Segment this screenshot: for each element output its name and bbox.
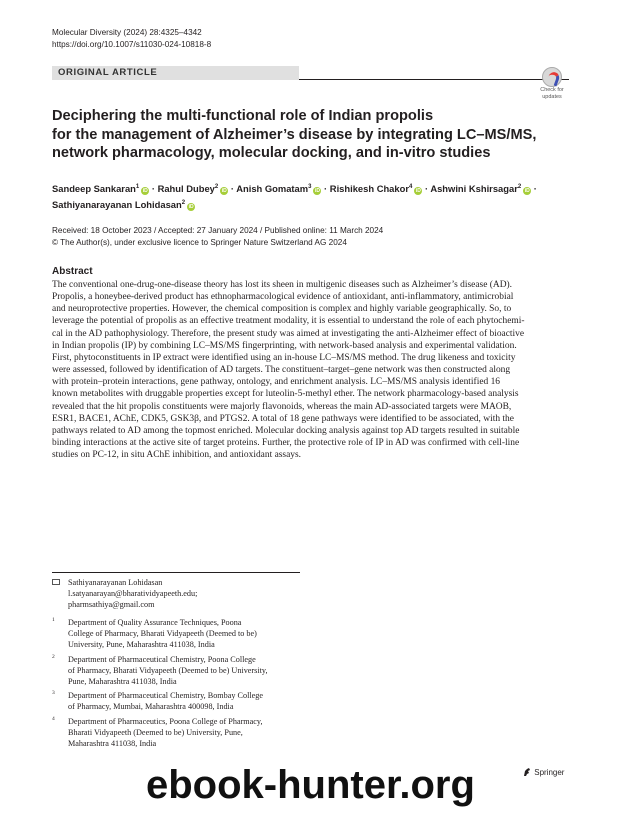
email-link[interactable]: l.satyanarayan@bharatividyapeeth.edu; (68, 589, 198, 598)
affiliation-number: 4 (52, 716, 55, 722)
history-dates: Received: 18 October 2023 / Accepted: 27 January 2024 / Published online: 11 March 2024 (52, 226, 384, 235)
article-title (52, 107, 572, 163)
affiliation-line: Department of Quality Assurance Techniques, Poona (68, 618, 242, 627)
author-list: Sandeep Sankaran$^1$iD · Rahul Dubey$^2$iD · Anish Gomatam$^3$iD · Rishikesh Chakor$^4$iD · Ashwini Kshirsagar$^2$iD · Sathiyanarayanan Lohidasan$^2$iD (52, 183, 537, 211)
crossmark-label-1: Check for (540, 87, 564, 93)
abstract-heading: Abstract (52, 266, 93, 277)
abstract-line: The conventional one-drug-one-disease theory has lost its sheen in multigenic diseases such as Alzheimer’s disease (AD). (52, 280, 513, 290)
envelope-icon (52, 579, 60, 585)
author-name[interactable]: Rishikesh Chakor (329, 183, 409, 195)
affiliation-line: Department of Pharmaceutics, Poona College of Pharmacy, (68, 717, 263, 726)
author-affiliation-sup: 4 (409, 184, 413, 190)
title-line: network pharmacology, molecular docking, and in-vitro studies (52, 145, 491, 161)
abstract-line: pathways related to AD among the topmost enriched. Molecular docking analysis against top AD targets resulted in suitable (52, 425, 520, 436)
author-name[interactable]: Anish Gomatam (236, 183, 309, 195)
affiliation-number: 3 (52, 690, 55, 696)
publication-dates (52, 225, 383, 248)
affiliation-line: Maharashtra 411038, India (68, 739, 157, 748)
abstract-line: studies on PC-12, in situ AChE inhibition, and antioxidant assays. (52, 450, 302, 461)
affiliation-line: of Pharmacy, Bharati Vidyapeeth (Deemed to be) University, (68, 666, 268, 675)
author-affiliation-sup: 2 (181, 200, 186, 207)
journal-header (52, 27, 211, 51)
title-line: for the management of Alzheimer’s disease by integrating LC–MS/MS, (52, 126, 537, 143)
orcid-icon[interactable]: iD (314, 188, 320, 195)
orcid-icon[interactable]: iD (221, 188, 227, 195)
abstract-line: binding interactions at the active site of target proteins. Further, the protective role of IP in AD was confirmed with cell-line (52, 438, 520, 449)
author-affiliation-sup: 1 (135, 184, 140, 190)
abstract-line: cal in the AD pathophysiology. Therefore, the present study was aimed at investigating the anti-Alzheimer effect of bioactive (52, 328, 525, 339)
abstract-line: with protein–protein interactions, gene pathway, ontology, and enrichment analysis. LC–MS/MS analysis identified 16 (52, 377, 501, 388)
abstract-line: First, phytoconstituents in IP extract were identified using an in-house LC–MS/MS method. The drug likeness and toxicity (52, 352, 516, 363)
affiliation-line: Bharati Vidyapeeth (Deemed to be) University, Pune, (68, 728, 243, 737)
crossmark-label-2: updates (542, 93, 562, 100)
abstract-body (52, 279, 572, 461)
abstract-line: Propolis, a honeybee-derived product has ethnopharmacological evidence of antioxidant, anti-inflammatory, antimicrobial (52, 292, 514, 303)
title-line: Deciphering the multi-functional role of Indian propolis (52, 108, 434, 124)
author-name[interactable]: Ashwini Kshirsagar (430, 183, 518, 195)
author-affiliation-sup: 2 (214, 184, 219, 190)
header-divider (299, 79, 569, 80)
publisher-logo (522, 767, 564, 777)
corresponding-name: Sathiyanarayanan Lohidasan (68, 578, 163, 587)
copyright-line: © The Author(s), under exclusive licence to Springer Nature Switzerland AG 2024 (52, 237, 347, 247)
affiliation-line: of Pharmacy, Mumbai, Maharashtra 400098, India (68, 702, 234, 711)
abstract-line: known metabolites with druggable properties except for luteolin-5-methyl ether. The network pharmacology-based analysis (52, 389, 519, 400)
springer-horse-icon (522, 767, 532, 777)
orcid-icon[interactable]: iD (415, 188, 421, 195)
email-link[interactable]: pharmsathiya@gmail.com (68, 600, 155, 609)
abstract-line: were assessed, followed by identification of AD targets. The constituent–target–gene network was then constructed along (52, 365, 511, 376)
orcid-icon[interactable]: iD (188, 204, 194, 211)
crossmark-badge[interactable] (536, 67, 568, 100)
abstract-line: and neuroprotective properties. However, the chemical composition is complex and highly variable geographically. So, to (52, 304, 512, 315)
author-name[interactable]: Sandeep Sankaran (52, 183, 136, 195)
journal-citation: Molecular Diversity (2024) 28:4325–4342 (52, 28, 202, 37)
author-name[interactable]: Rahul Dubey (157, 183, 215, 195)
orcid-icon[interactable]: iD (142, 188, 148, 195)
publisher-name: Springer (534, 768, 565, 777)
article-type-label: ORIGINAL ARTICLE (52, 66, 299, 80)
author-name[interactable]: Sathiyanarayanan Lohidasan (52, 199, 182, 211)
affiliation-line: Pune, Maharashtra 411038, India (68, 677, 177, 686)
affiliation-line: Department of Pharmaceutical Chemistry, Bombay College (68, 691, 264, 700)
affiliation-number: 2 (52, 654, 55, 660)
affiliation-line: Department of Pharmaceutical Chemistry, Poona College (68, 655, 256, 664)
abstract-line: in Indian propolis (IP) by combining LC–MS/MS fingerprinting, with network-based analysis and experimental validation. (52, 340, 517, 351)
abstract-line: leverage the potential of propolis as an effective treatment modality, it is essential to understand the role of each phytochemi- (52, 316, 525, 327)
orcid-icon[interactable]: iD (524, 188, 530, 195)
footnote-divider (52, 572, 300, 573)
crossmark-icon (542, 67, 562, 87)
author-affiliation-sup: 2 (517, 184, 522, 190)
abstract-line: revealed that the hit propolis constituents were majorly flavonoids, whereas the main AD-associated targets were MAOB, (52, 401, 512, 412)
affiliation-line: University, Pune, Maharashtra 411038, India (68, 640, 215, 649)
affiliation-line: College of Pharmacy, Bharati Vidyapeeth (Deemed to be) (68, 629, 257, 638)
doi-link[interactable]: https://doi.org/10.1007/s11030-024-10818-8 (52, 40, 212, 49)
author-affiliation-sup: 3 (308, 184, 312, 190)
watermark-text: ebook-hunter.org (146, 763, 475, 807)
affiliation-number: 1 (52, 617, 55, 623)
abstract-line: ESR1, BACE1, AChE, CDK5, GSK3β, and PTGS2. A total of 18 gene pathways were identified to be associated, with the (52, 413, 514, 424)
